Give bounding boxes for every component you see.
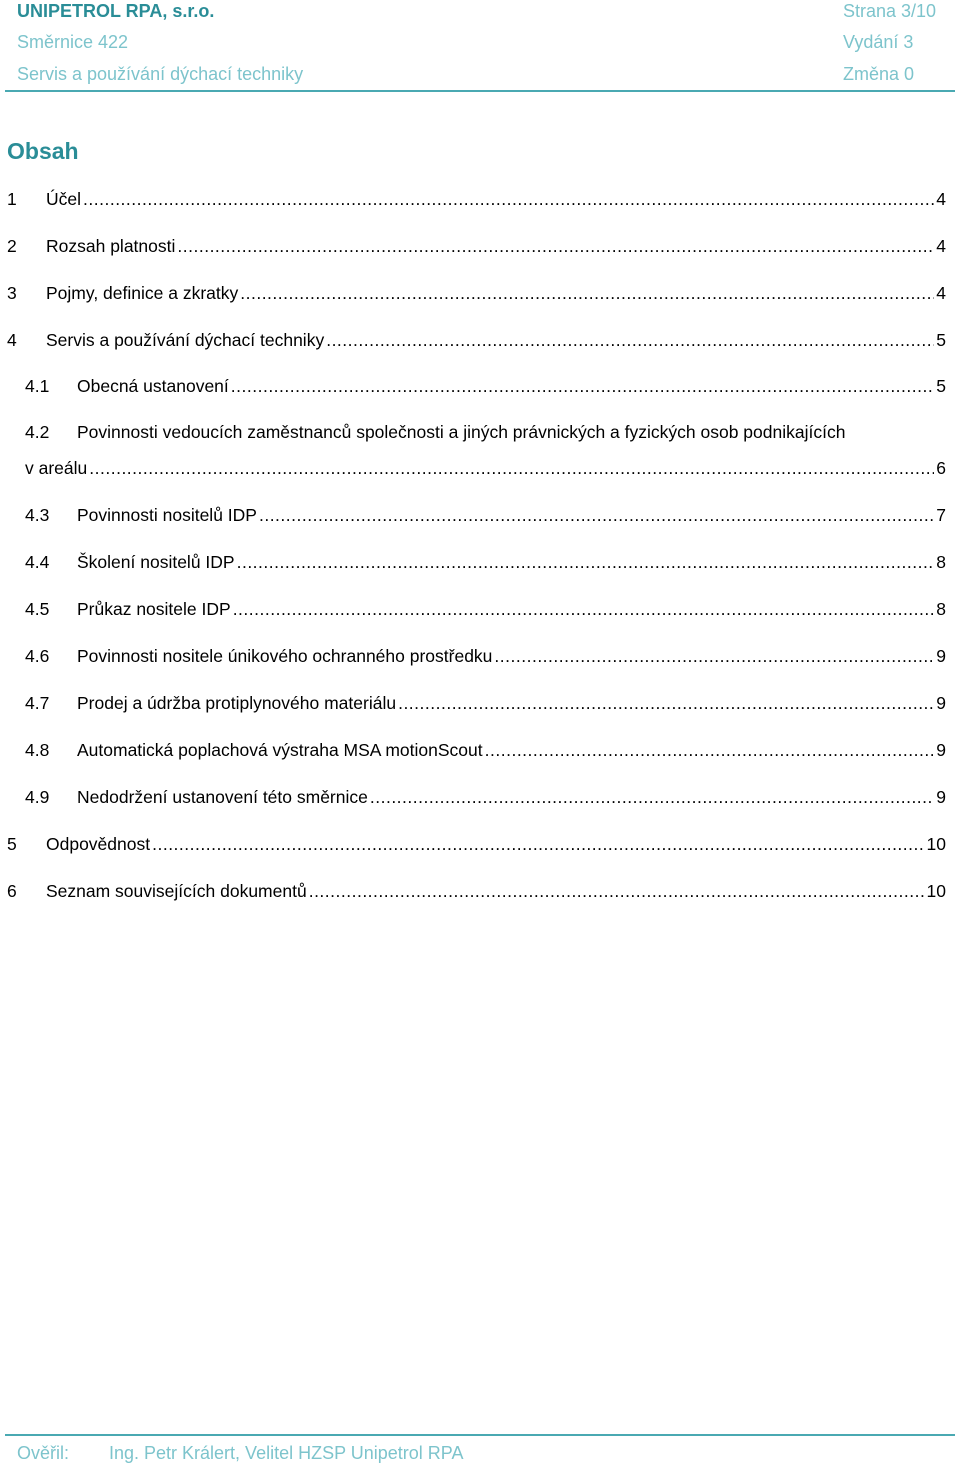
toc-entry-page: 8 (936, 552, 946, 572)
header-divider (5, 90, 955, 92)
issue-number: Vydání 3 (843, 32, 914, 52)
toc-entry-label: Povinnosti nositelů IDP (77, 505, 257, 525)
toc-entry-page: 4 (936, 236, 946, 256)
toc-entry-label: Odpovědnost (46, 834, 151, 854)
change-number: Změna 0 (843, 64, 915, 84)
toc-entry-number: 4.8 (25, 740, 50, 760)
toc-entry-number: 6 (7, 881, 17, 901)
toc-entry-page: 10 (926, 834, 946, 854)
toc-entry[interactable] (7, 186, 946, 210)
toc-entry[interactable] (25, 373, 946, 397)
toc-leader-dots (83, 188, 934, 210)
toc-leader-dots (259, 504, 934, 526)
toc-leader-dots (152, 833, 924, 855)
toc-leader-dots (177, 235, 934, 257)
toc-entry[interactable] (25, 549, 946, 573)
toc-entry-number: 4 (7, 330, 17, 350)
toc-entry-number: 5 (7, 834, 17, 854)
toc-entry-label: Průkaz nositele IDP (77, 599, 231, 619)
toc-entry-page: 4 (936, 189, 946, 209)
toc-entry-page: 6 (936, 458, 946, 478)
toc-entry-label: Pojmy, definice a zkratky (46, 283, 239, 303)
toc-entry-page: 7 (936, 505, 946, 525)
footer-verified-label: Ověřil: (17, 1443, 70, 1463)
toc-entry-label: Obecná ustanovení (77, 376, 229, 396)
toc-leader-dots (231, 375, 934, 397)
toc-entry-label: Povinnosti nositele únikového ochranného prostředku (77, 646, 493, 666)
toc-entry-page: 5 (936, 330, 946, 350)
page-number: Strana 3/10 (843, 1, 937, 21)
toc-entry[interactable] (25, 596, 946, 620)
toc-entry[interactable] (25, 690, 946, 714)
toc-entry-number: 4.1 (25, 376, 50, 396)
toc-entry-number: 4.9 (25, 787, 50, 807)
toc-leader-dots (398, 692, 934, 714)
toc-entry-page: 9 (936, 787, 946, 807)
toc-entry-wrapped[interactable] (25, 421, 950, 443)
toc-leader-dots (494, 645, 934, 667)
toc-entry-label: Servis a používání dýchací techniky (46, 330, 325, 350)
toc-entry[interactable] (7, 831, 946, 855)
toc-entry-label: Prodej a údržba protiplynového materiálu (77, 693, 397, 713)
toc-entry[interactable] (25, 784, 946, 808)
toc-entry-number: 4.7 (25, 693, 50, 713)
toc-entry[interactable] (25, 643, 946, 667)
toc-entry-label: Účel (46, 189, 82, 209)
toc-entry-number: 1 (7, 189, 17, 209)
toc-entry-label: Povinnosti vedoucích zaměstnanců společnosti a jiných právnických a fyzických osob podnikajících (77, 422, 846, 442)
toc-entry-number: 2 (7, 236, 17, 256)
footer-divider (5, 1434, 955, 1436)
toc-leader-dots (240, 282, 934, 304)
page-header (0, 0, 960, 92)
toc-leader-dots (233, 598, 935, 620)
toc-entry-number: 4.3 (25, 505, 50, 525)
toc-entry-number: 4.2 (25, 422, 50, 442)
company-name: UNIPETROL RPA, s.r.o. (17, 1, 215, 21)
toc-entry[interactable] (7, 327, 946, 351)
toc-entry-page: 9 (936, 646, 946, 666)
toc-entry[interactable] (25, 502, 946, 526)
toc-entry-number: 4.6 (25, 646, 50, 666)
toc-entry[interactable] (7, 280, 946, 304)
toc-entry-number: 4.4 (25, 552, 50, 572)
toc-leader-dots (237, 551, 935, 573)
toc-entry-label: Rozsah platnosti (46, 236, 176, 256)
toc-entry-page: 8 (936, 599, 946, 619)
toc-entry-page: 10 (926, 881, 946, 901)
toc-entry-label-continuation: v areálu (25, 458, 88, 478)
toc-leader-dots (309, 880, 925, 902)
toc-entry[interactable] (25, 737, 946, 761)
toc-entry-label: Automatická poplachová výstraha MSA motionScout (77, 740, 483, 760)
toc-entry[interactable] (7, 233, 946, 257)
toc-entry-number: 4.5 (25, 599, 50, 619)
toc-entry-label: Seznam souvisejících dokumentů (46, 881, 307, 901)
toc-leader-dots (370, 786, 934, 808)
toc-entry-page: 9 (936, 740, 946, 760)
toc-leader-dots (485, 739, 935, 761)
toc-entry-label: Nedodržení ustanovení této směrnice (77, 787, 368, 807)
toc-entry-number: 3 (7, 283, 17, 303)
toc-entry-label: Školení nositelů IDP (77, 552, 235, 572)
toc-entry[interactable] (7, 878, 946, 902)
toc-entry-continuation[interactable] (25, 455, 946, 479)
toc-entry-page: 4 (936, 283, 946, 303)
toc-entry-page: 9 (936, 693, 946, 713)
toc-leader-dots (326, 329, 934, 351)
toc-title: Obsah (7, 138, 79, 164)
document-subject: Servis a používání dýchací techniky (17, 64, 304, 84)
footer-verified-by: Ing. Petr Králert, Velitel HZSP Unipetrol RPA (109, 1443, 464, 1463)
directive-number: Směrnice 422 (17, 32, 129, 52)
toc-leader-dots (89, 457, 934, 479)
toc-entry-page: 5 (936, 376, 946, 396)
